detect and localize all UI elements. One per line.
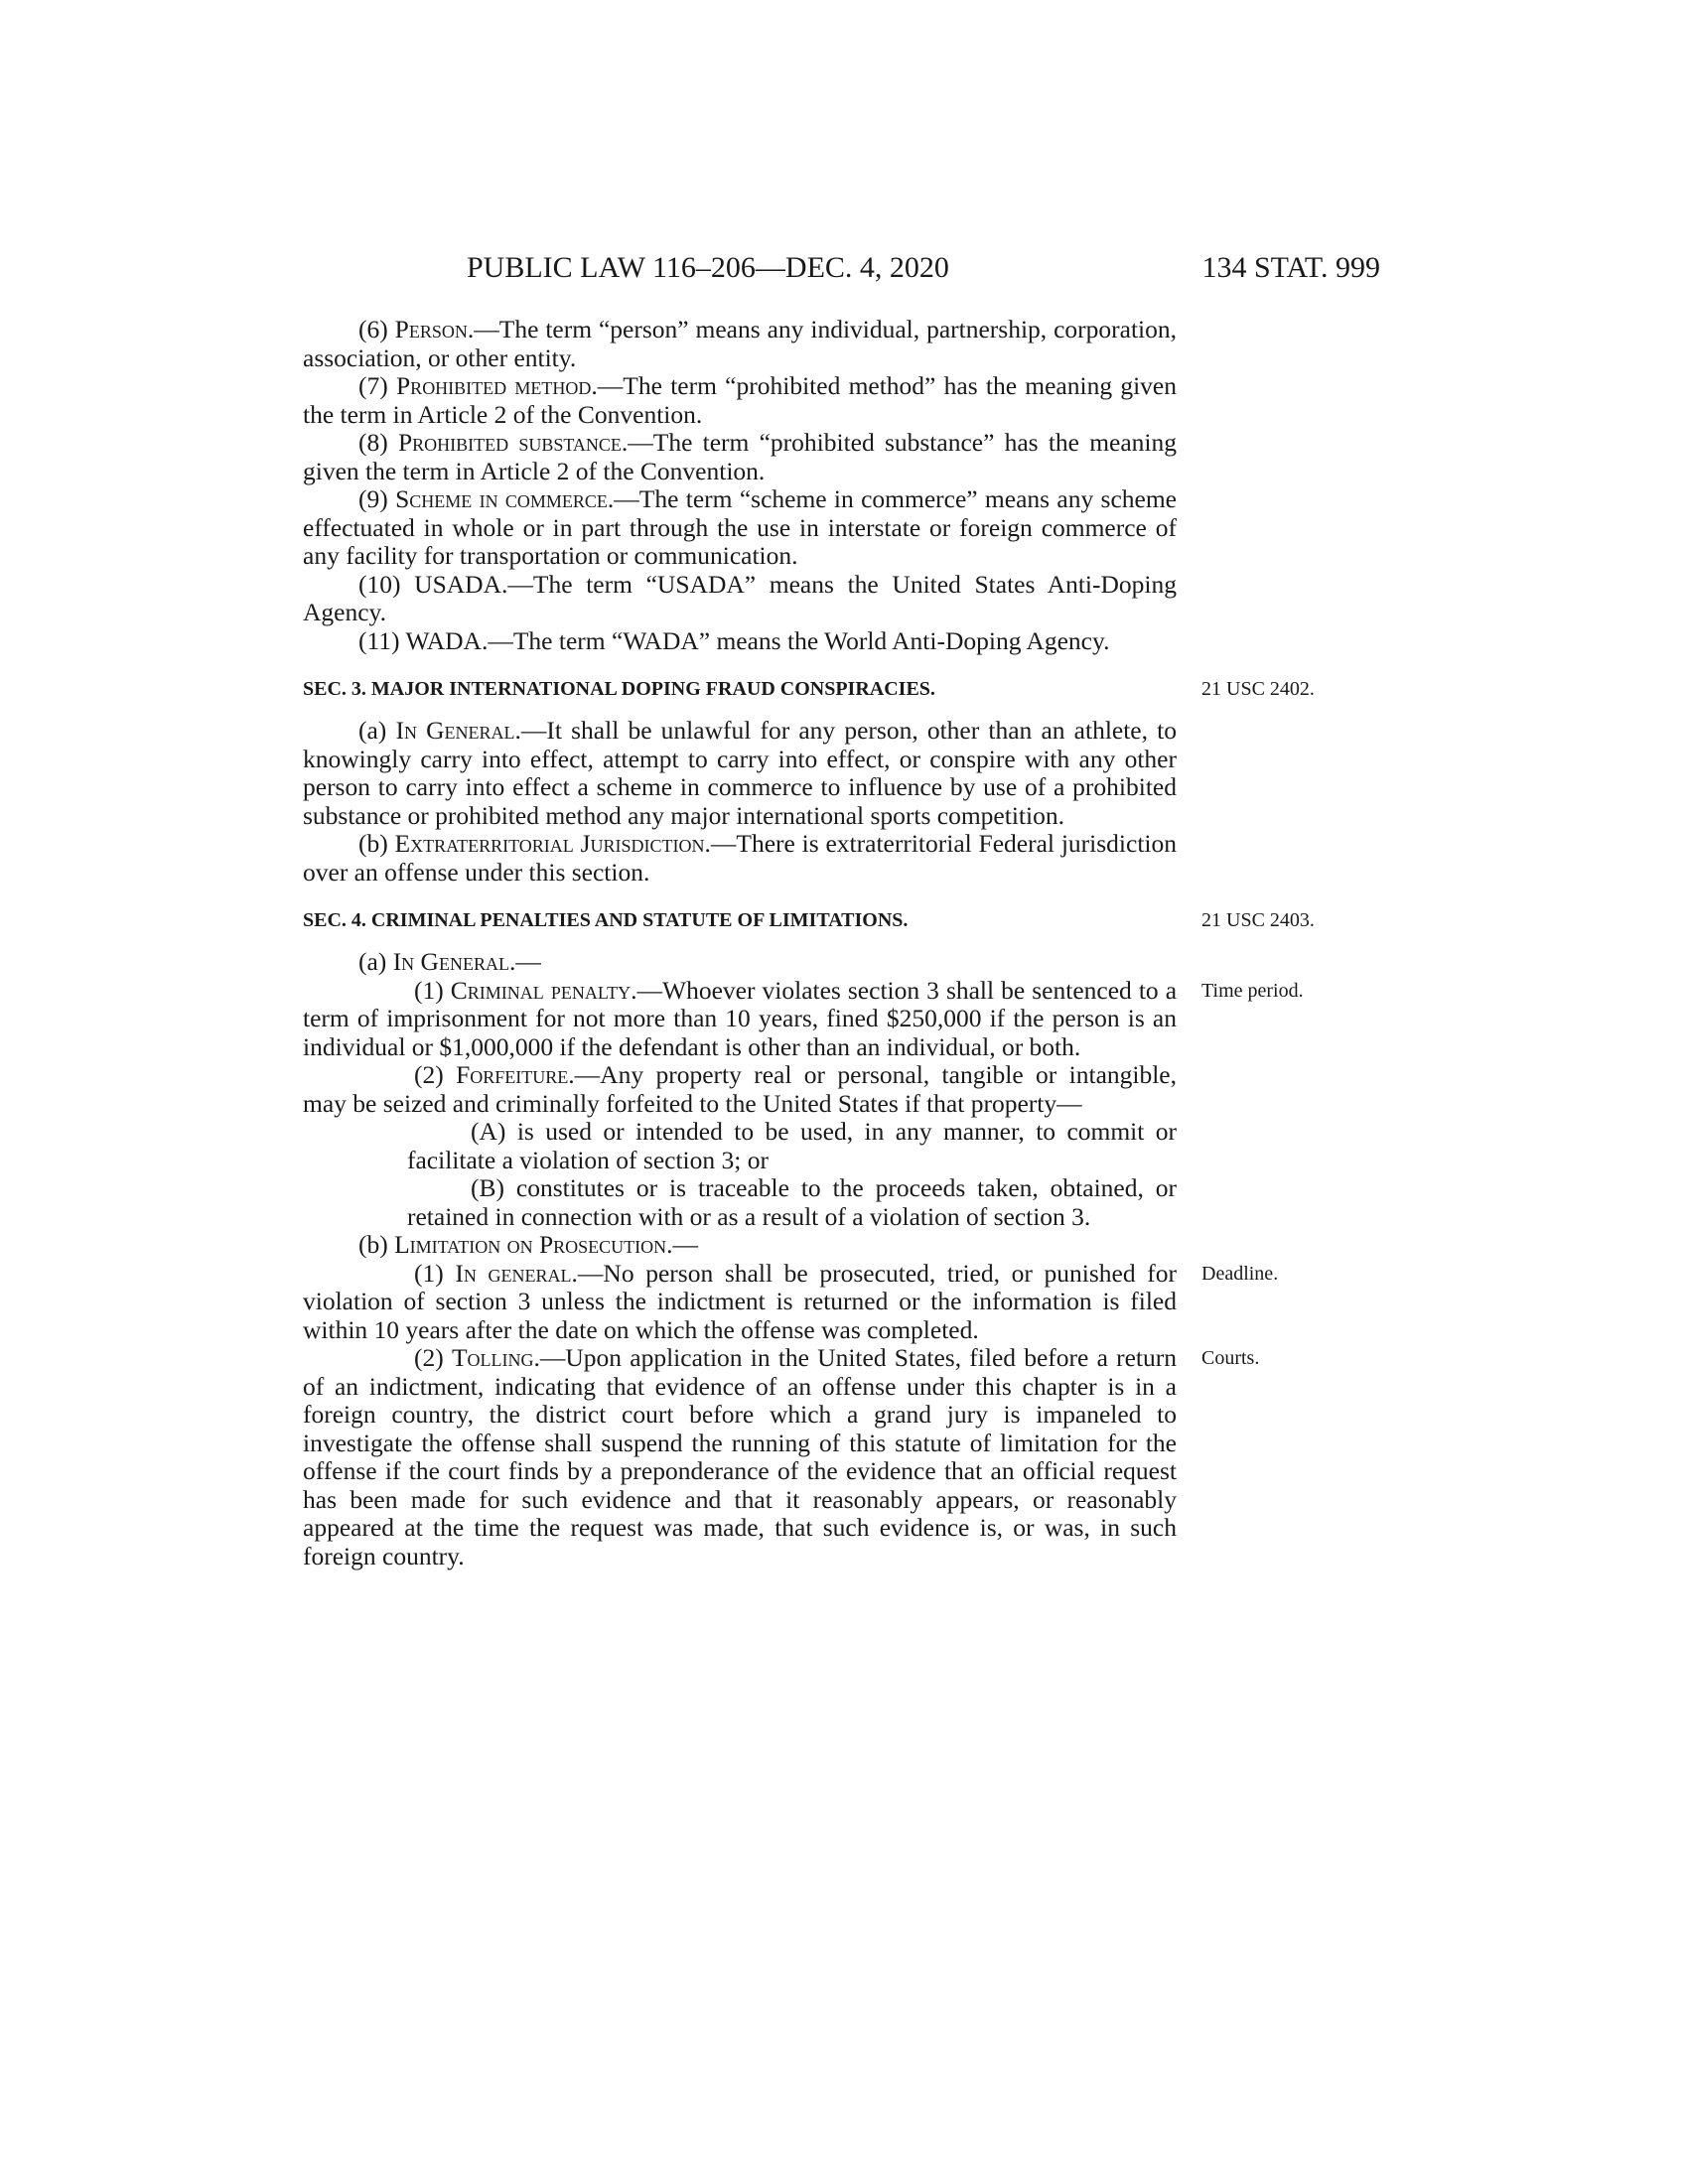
section-4-subsection-a-heading [303, 948, 1177, 977]
margin-note-courts: Courts. [1201, 1347, 1260, 1369]
subparagraph-text: constitutes or is traceable to the proceeds taken, obtained, or retained in connection with or as a result of a violation of section 3. [407, 1173, 1177, 1231]
subsection-number: (b) [358, 1230, 388, 1259]
paragraph-text: .—Any property real or personal, tangible or intangible, may be seized and criminally forfeited to the United States if that property— [303, 1060, 1178, 1118]
definition-8 [303, 429, 1177, 485]
definition-9 [303, 485, 1177, 571]
definition-number: (9) [358, 484, 388, 513]
margin-note-usc: 21 USC 2403. [1201, 909, 1315, 931]
header-stat-citation: 134 STAT. 999 [1201, 251, 1380, 284]
subsection-term: Extraterritorial Jurisdiction [394, 829, 705, 858]
subsection-term: In General [395, 716, 515, 745]
definition-text: .—The term “prohibited method” has the meaning given the term in Article 2 of the Convention. [303, 371, 1177, 429]
section-3-subsection-b [303, 830, 1177, 887]
margin-note-time-period: Time period. [1201, 979, 1304, 1002]
paragraph-text: .—Whoever violates section 3 shall be sentenced to a term of imprisonment for not more than 10 years, fined $250,000 if the person is an individual or $1,000,000 if the defendant is other than an individual, or both. [303, 975, 1178, 1061]
section-4-paragraph-b2 [303, 1343, 1260, 1570]
definition-text: .—The term “prohibited substance” has the meaning given the term in Article 2 of the Convention. [303, 428, 1177, 485]
page-header [467, 248, 1380, 288]
definition-number: (6) [358, 315, 388, 343]
header-title: PUBLIC LAW 116–206—DEC. 4, 2020 [467, 251, 949, 284]
paragraph-number: (2) [414, 1060, 444, 1089]
definition-11 [303, 627, 1177, 656]
page-body [303, 315, 1315, 1570]
section-4-paragraph-b1 [303, 1258, 1279, 1345]
subsection-text: .— [666, 1230, 699, 1259]
definition-term: WADA [405, 625, 482, 655]
subsection-text: .—It shall be unlawful for any person, other than an athlete, to knowingly carry into effect, attempt to carry into effect, or conspire with any other person to carry into effect a scheme in commerce to influence by use of a prohibited substance or prohibited method any major international sports competition. [303, 716, 1177, 830]
section-4-subparagraph-a2B [303, 1174, 1177, 1231]
subsection-number: (a) [358, 947, 387, 976]
paragraph-number: (1) [414, 975, 444, 1005]
paragraph-term: Forfeiture [456, 1060, 569, 1089]
definition-term: Prohibited substance [397, 428, 622, 457]
definition-10 [303, 571, 1177, 627]
subparagraph-text: is used or intended to be used, in any manner, to commit or facilitate a violation of section 3; or [407, 1117, 1178, 1174]
section-4-heading [303, 906, 1315, 934]
paragraph-text: .—Upon application in the United States, filed before a return of an indictment, indicating that evidence of an offense under this chapter is in a foreign country, the district court before which a grand jury is impaneled to investigate the offense shall suspend the running of this statute of limitation for the offense if the court finds by a preponderance of the evidence that an official request has been made for such evidence and that it reasonably appears, or reasonably appeared at the time the request was made, that such evidence is, or was, in such foreign country. [303, 1343, 1177, 1570]
section-4-subparagraph-a2A [303, 1118, 1177, 1174]
paragraph-number: (1) [414, 1258, 444, 1288]
paragraph-term: Criminal penalty [450, 975, 632, 1005]
subsection-number: (a) [358, 716, 387, 745]
definition-number: (8) [358, 428, 388, 457]
margin-note-deadline: Deadline. [1201, 1262, 1279, 1285]
subsection-term: Limitation on Prosecution [394, 1230, 667, 1259]
subsection-text: .— [508, 947, 541, 976]
section-4-paragraph-a2 [303, 1061, 1177, 1118]
definition-term: USADA [414, 569, 502, 599]
definition-text: .—The term “WADA” means the World Anti-Doping Agency. [481, 625, 1110, 655]
section-4-subsection-b-heading [303, 1231, 1177, 1260]
definition-term: Person [394, 315, 468, 343]
subsection-number: (b) [358, 829, 388, 858]
subsection-text: .—There is extraterritorial Federal jurisdiction over an offense under this section. [303, 829, 1177, 887]
paragraph-term: Tolling [451, 1343, 534, 1372]
definition-term: Scheme in commerce [395, 484, 608, 513]
paragraph-text: .—No person shall be prosecuted, tried, or punished for violation of section 3 unless the indictment is returned or the information is filed within 10 years after the date on which the offense was completed. [303, 1258, 1177, 1344]
definition-number: (10) [358, 569, 401, 599]
definition-number: (7) [358, 371, 388, 400]
section-4-paragraph-a1 [303, 975, 1304, 1062]
section-3-heading [303, 675, 1315, 703]
margin-note-usc: 21 USC 2402. [1201, 678, 1315, 700]
section-3-subsection-a [303, 717, 1177, 830]
definition-text: .—The term “person” means any individual, partnership, corporation, association, or other entity. [303, 315, 1177, 372]
definition-number: (11) [358, 625, 400, 655]
section-heading-text: SEC. 4. CRIMINAL PENALTIES AND STATUTE OF LIMITATIONS. [303, 909, 909, 931]
subparagraph-number: (B) [471, 1173, 504, 1202]
definition-6 [303, 316, 1177, 372]
paragraph-term: In general [455, 1258, 572, 1288]
definition-text: .—The term “scheme in commerce” means any scheme effectuated in whole or in part through the use in interstate or foreign commerce of any facility for transportation or communication. [303, 484, 1177, 570]
subsection-term: In General [392, 947, 509, 976]
definition-term: Prohibited method [396, 371, 592, 400]
definition-text: .—The term “USADA” means the United States Anti-Doping Agency. [303, 569, 1178, 626]
paragraph-number: (2) [414, 1343, 444, 1372]
section-heading-text: SEC. 3. MAJOR INTERNATIONAL DOPING FRAUD CONSPIRACIES. [303, 678, 935, 700]
definition-7 [303, 372, 1177, 429]
subparagraph-number: (A) [471, 1117, 506, 1146]
